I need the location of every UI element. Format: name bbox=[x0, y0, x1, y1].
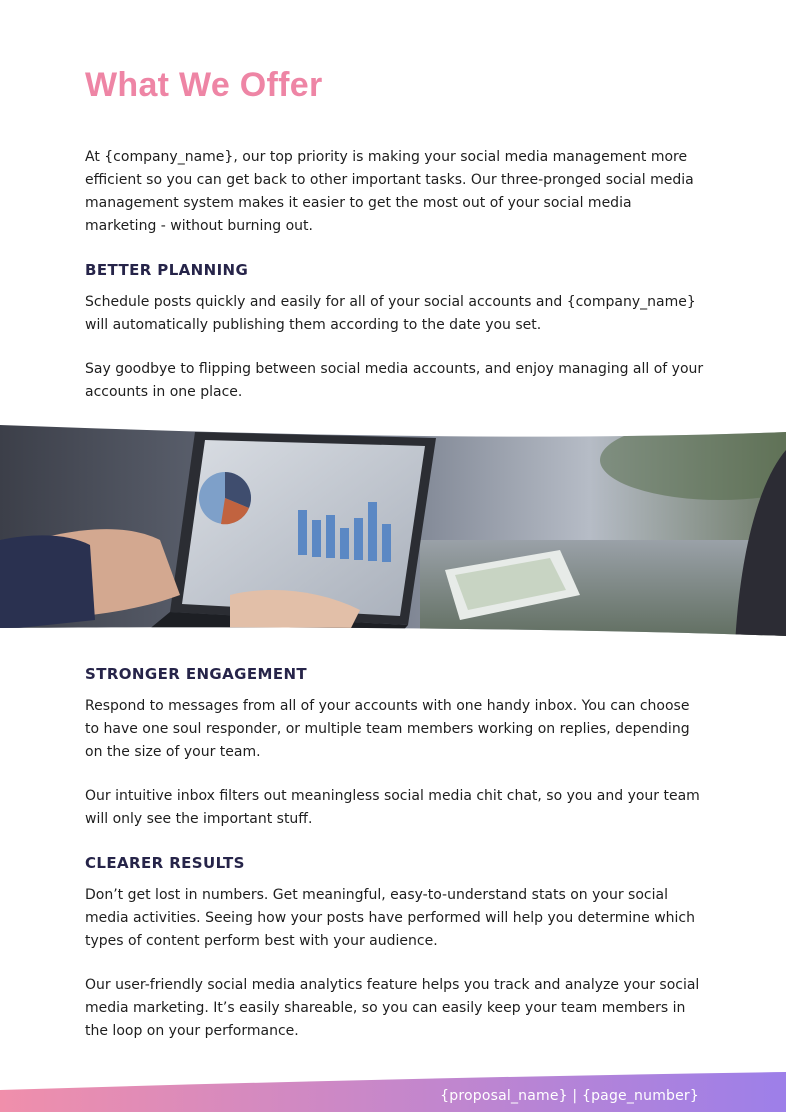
section-paragraph: Our user-friendly social media analytics feature helps you track and analyze your social media marketing. It’s easily shareable, so you can easily keep your team members in the loop on your performance. bbox=[85, 977, 700, 1039]
section-paragraph: Don’t get lost in numbers. Get meaningful, easy-to-understand stats on your social media activities. Seeing how your posts have performed will help you determine which types of content perform best with your audience. bbox=[85, 887, 695, 949]
section-better-planning bbox=[85, 260, 705, 404]
footer-wave bbox=[0, 1062, 786, 1112]
section-paragraph: Respond to messages from all of your accounts with one handy inbox. You can choose to have one soul responder, or multiple team members working on replies, depending on the size of your team. bbox=[85, 698, 690, 760]
section-heading: CLEARER RESULTS bbox=[85, 854, 245, 872]
footer-band bbox=[0, 1062, 786, 1112]
section-clearer-results bbox=[85, 853, 705, 1043]
section-heading: BETTER PLANNING bbox=[85, 261, 249, 279]
section-stronger-engagement bbox=[85, 664, 705, 831]
section-paragraph: Schedule posts quickly and easily for all of your social accounts and {company_name} will automatically publishing them according to the date you set. bbox=[85, 294, 696, 333]
intro-block bbox=[85, 146, 705, 238]
section-paragraph: Our intuitive inbox filters out meaningless social media chit chat, so you and your team will only see the important stuff. bbox=[85, 788, 700, 827]
footer-proposal-page: {proposal_name} | {page_number} bbox=[440, 1088, 699, 1104]
section-heading: STRONGER ENGAGEMENT bbox=[85, 665, 308, 683]
intro-paragraph: At {company_name}, our top priority is making your social media management more efficient so you can get back to other important tasks. Our three-pronged social media management system makes it easier to get the most out of your social media marketing - without burning out. bbox=[85, 149, 694, 234]
page-title: What We Offer bbox=[85, 66, 323, 104]
laptop-analytics-photo bbox=[0, 420, 786, 645]
section-paragraph: Say goodbye to flipping between social media accounts, and enjoy managing all of your accounts in one place. bbox=[85, 361, 704, 400]
